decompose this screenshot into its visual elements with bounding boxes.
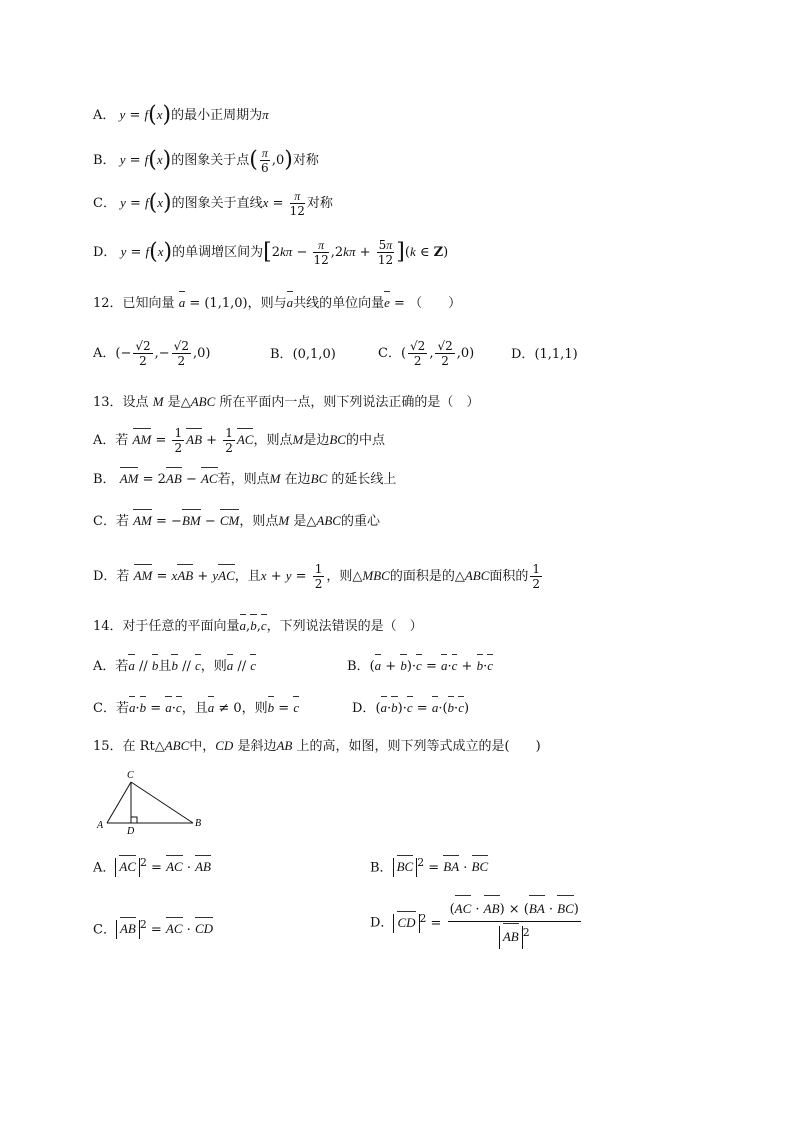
q11-option-b: B． y = f(x)的图象关于点( $\frac{\pi}{6}$ ,0)对称 [93, 146, 319, 175]
q15-option-d: D． CD $^2$ = $\frac{(AC \cdot AB) \times (BA \cdot BC)}{AB ^2}$ [370, 898, 583, 949]
q14-option-b: B．(a + b)·c = a·c + b·c [347, 658, 493, 674]
q11-option-a: A． y = f(x)的最小正周期为π [93, 102, 269, 128]
point-d-label: D [127, 826, 135, 837]
point-c-label: C [127, 770, 134, 781]
q12-option-b: B．(0,1,0) [270, 347, 336, 362]
q15-stem: 15．在 Rt△ABC中，CD 是斜边AB 上的高，如图，则下列等式成立的是( ) [93, 738, 541, 754]
q12-option-d: D．(1,1,1) [511, 347, 578, 362]
q15-option-b: B． BC $^2$ = BA · BC [370, 856, 489, 876]
q11-option-c: C． y = f(x)的图象关于直线x = $\frac{\pi}{12}$ 对称 [93, 189, 333, 218]
q13-option-d: D．若 AM = xAB + yAC，且x + y = $\frac{1}{2}$ ，则△MBC的面积是的△ABC面积的 $\frac{1}{2}$ [93, 562, 541, 591]
q15-option-a: A． AC $^2$ = AC · AB [93, 856, 211, 876]
point-b-label: B [195, 818, 202, 829]
q15-option-c: C． AB $^2$ = AC · CD [93, 918, 213, 938]
right-triangle-figure [93, 768, 213, 838]
q13-option-a: A．若 AM = $\frac{1}{2}$ AB + $\frac{1}{2}$ AC，则点M是边BC的中点 [93, 426, 385, 455]
q12-stem: 12．已知向量 a = (1,1,0)，则与a共线的单位向量e = （ ） [93, 295, 462, 311]
q14-option-a: A．若a // b且b // c，则a // c [93, 658, 257, 674]
q13-stem: 13．设点 M 是△ABC 所在平面内一点，则下列说法正确的是（ ） [93, 394, 480, 410]
q12-option-a: A．(− $\frac{√2}{2}$ ,− $\frac{√2}{2}$ ,0) [93, 339, 211, 368]
q13-option-b: B． AM = 2AB − AC若，则点M 在边BC 的延长线上 [93, 471, 397, 487]
q13-option-c: C．若 AM = −BM − CM，则点M 是△ABC的重心 [93, 513, 380, 529]
point-a-label: A [97, 820, 104, 831]
q11-option-d: D． y = f(x)的单调增区间为[2kπ − $\frac{\pi}{12}$ ,2kπ + $\frac{5\pi}{12}$ ](k ∈ Z) [93, 238, 449, 267]
q14-option-c: C．若a·b = a·c，且a ≠ 0，则b = c [93, 700, 300, 716]
q14-stem: 14．对于任意的平面向量a,b,c，下列说法错误的是（ ） [93, 618, 423, 634]
q12-option-c: C．( $\frac{√2}{2}$ , $\frac{√2}{2}$ ,0) [378, 339, 475, 368]
q14-option-d: D．(a·b)·c = a·(b·c) [352, 700, 470, 716]
